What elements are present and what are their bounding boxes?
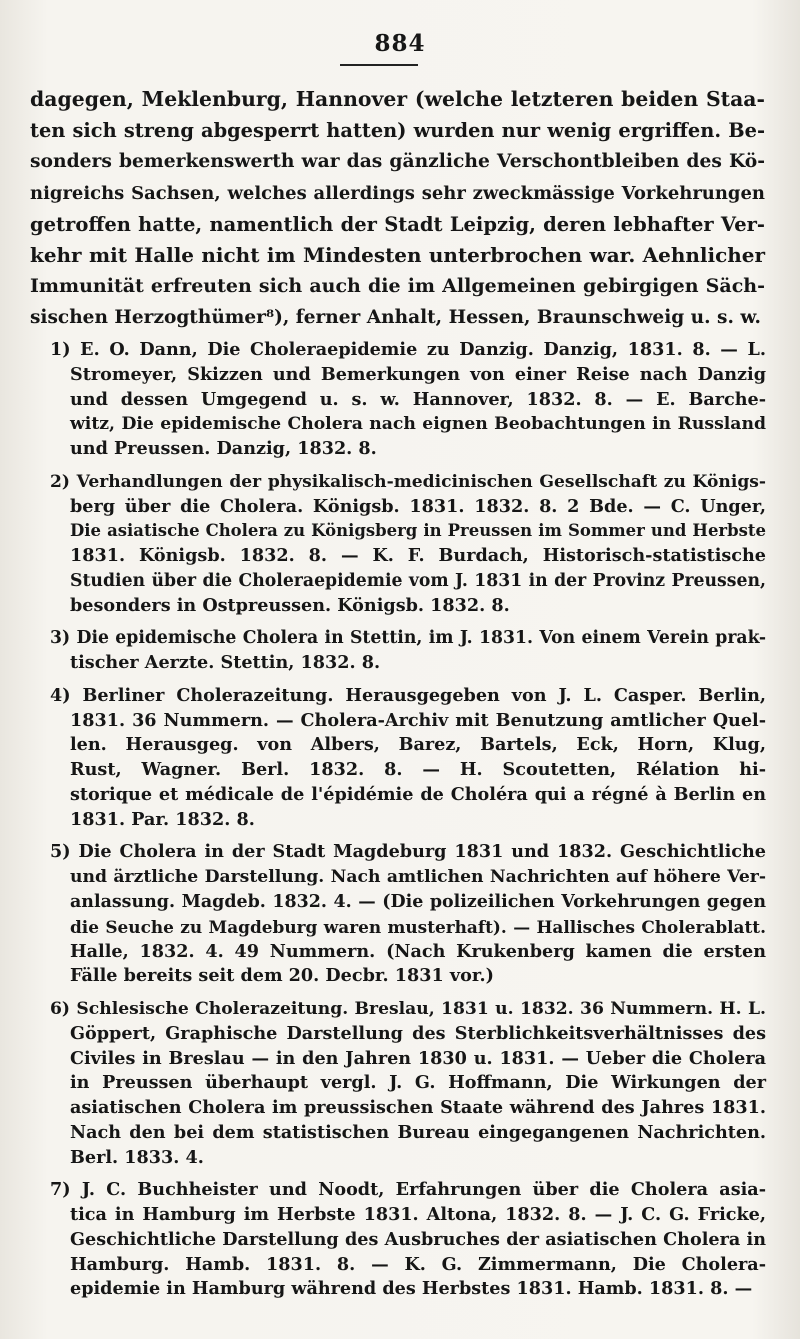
- footnote-3: [50, 626, 766, 676]
- footnote-line: Hamburg. Hamb. 1831. 8. — K. G. Zimmermann, Die Cholera-: [70, 1253, 766, 1275]
- body-line: kehr mit Halle nicht im Mindesten unterbrochen war. Aehnlicher: [30, 243, 765, 268]
- body-line: Immunität erfreuten sich auch die im Allgemeinen gebirgigen Säch-: [30, 275, 765, 298]
- footnote-line: tischer Aerzte. Stettin, 1832. 8.: [70, 652, 381, 674]
- footnote-line: anlassung. Magdeb. 1832. 4. — (Die polizeilichen Vorkehrungen gegen: [70, 891, 766, 912]
- main-paragraph: [30, 84, 765, 334]
- footnote-line: len. Herausgeg. von Albers, Barez, Bartels, Eck, Horn, Klug,: [70, 734, 766, 756]
- body-line: sonders bemerkenswerth war das gänzliche Verschontbleiben des Kö-: [30, 150, 765, 173]
- footnote-5: [50, 840, 766, 989]
- footnote-line: Rust, Wagner. Berl. 1832. 8. — H. Scoutetten, Rélation hi-: [70, 759, 766, 781]
- footnote-line: und Preussen. Danzig, 1832. 8.: [70, 438, 377, 460]
- footnote-2: [50, 470, 766, 619]
- footnote-line: Studien über die Choleraepidemie vom J. 1831 in der Provinz Preussen,: [70, 570, 766, 591]
- footnote-line: Fälle bereits seit dem 20. Decbr. 1831 vor.): [70, 965, 494, 987]
- footnote-line: asiatischen Cholera im preussischen Staate während des Jahres 1831.: [70, 1097, 766, 1119]
- page-number: 884: [374, 30, 426, 57]
- footnotes: [50, 338, 766, 1310]
- footnote-line: Halle, 1832. 4. 49 Nummern. (Nach Krukenberg kamen die ersten: [70, 940, 766, 962]
- body-line: ten sich streng abgesperrt hatten) wurden nur wenig ergriffen. Be-: [30, 119, 765, 143]
- footnote-1: [50, 338, 766, 462]
- body-line: nigreichs Sachsen, welches allerdings sehr zweckmässige Vorkehrungen: [30, 182, 765, 204]
- footnote-line: 1) E. O. Dann, Die Choleraepidemie zu Danzig. Danzig, 1831. 8. — L.: [50, 339, 766, 360]
- footnote-line: storique et médicale de l'épidémie de Choléra qui a régné à Berlin en: [70, 783, 766, 805]
- footnote-line: Göppert, Graphische Darstellung des Sterblichkeitsverhältnisses des: [70, 1022, 766, 1044]
- footnote-line: 6) Schlesische Cholerazeitung. Breslau, 1831 u. 1832. 36 Nummern. H. L.: [50, 998, 766, 1019]
- footnote-line: witz, Die epidemische Cholera nach eignen Beobachtungen in Russland: [70, 414, 766, 435]
- footnote-4: [50, 684, 766, 833]
- footnote-line: 5) Die Cholera in der Stadt Magdeburg 1831 und 1832. Geschichtliche: [50, 841, 766, 863]
- body-line: sischen Herzogthümer⁸), ferner Anhalt, Hessen, Braunschweig u. s. w.: [30, 307, 761, 329]
- footnote-line: Stromeyer, Skizzen und Bemerkungen von einer Reise nach Danzig: [70, 363, 766, 385]
- footnote-line: 1831. Königsb. 1832. 8. — K. F. Burdach, Historisch-statistische: [70, 545, 766, 567]
- footnote-line: 4) Berliner Cholerazeitung. Herausgegeben von J. L. Casper. Berlin,: [50, 684, 766, 706]
- footnote-line: und ärztliche Darstellung. Nach amtlichen Nachrichten auf höhere Ver-: [70, 867, 766, 888]
- body-line: getroffen hatte, namentlich der Stadt Leipzig, deren lebhafter Ver-: [30, 212, 765, 236]
- footnote-7: [50, 1178, 766, 1302]
- footnote-line: und dessen Umgegend u. s. w. Hannover, 1832. 8. — E. Barche-: [70, 388, 766, 410]
- footnote-line: Civiles in Breslau — in den Jahren 1830 u. 1831. — Ueber die Cholera: [70, 1047, 766, 1069]
- footnote-6: [50, 997, 766, 1171]
- footnote-line: Die asiatische Cholera zu Königsberg in Preussen im Sommer und Herbste: [70, 521, 766, 541]
- footnote-line: 3) Die epidemische Cholera in Stettin, im J. 1831. Von einem Verein prak-: [50, 628, 766, 649]
- footnote-line: tica in Hamburg im Herbste 1831. Altona, 1832. 8. — J. C. G. Fricke,: [70, 1204, 766, 1226]
- footnote-line: Geschichtliche Darstellung des Ausbruches der asiatischen Cholera in: [70, 1228, 766, 1250]
- footnote-line: epidemie in Hamburg während des Herbstes 1831. Hamb. 1831. 8. —: [70, 1278, 753, 1300]
- footnote-line: 7) J. C. Buchheister und Noodt, Erfahrungen über die Cholera asia-: [50, 1179, 766, 1201]
- footnote-line: 1831. Par. 1832. 8.: [70, 808, 255, 830]
- footnote-line: in Preussen überhaupt vergl. J. G. Hoffmann, Die Wirkungen der: [70, 1072, 766, 1094]
- footnote-line: berg über die Cholera. Königsb. 1831. 1832. 8. 2 Bde. — C. Unger,: [70, 495, 766, 517]
- footnote-line: 2) Verhandlungen der physikalisch-medicinischen Gesellschaft zu Königs-: [50, 471, 766, 492]
- footnote-line: besonders in Ostpreussen. Königsb. 1832. 8.: [70, 594, 510, 616]
- footnote-line: Nach den bei dem statistischen Bureau eingegangenen Nachrichten.: [70, 1121, 766, 1143]
- body-line: dagegen, Meklenburg, Hannover (welche letzteren beiden Staa-: [30, 87, 765, 111]
- header-rule: [340, 64, 418, 66]
- footnote-line: 1831. 36 Nummern. — Cholera-Archiv mit Benutzung amtlicher Quel-: [70, 709, 766, 731]
- footnote-line: die Seuche zu Magdeburg waren musterhaft). — Hallisches Cholerablatt.: [70, 916, 766, 937]
- footnote-line: Berl. 1833. 4.: [70, 1146, 204, 1168]
